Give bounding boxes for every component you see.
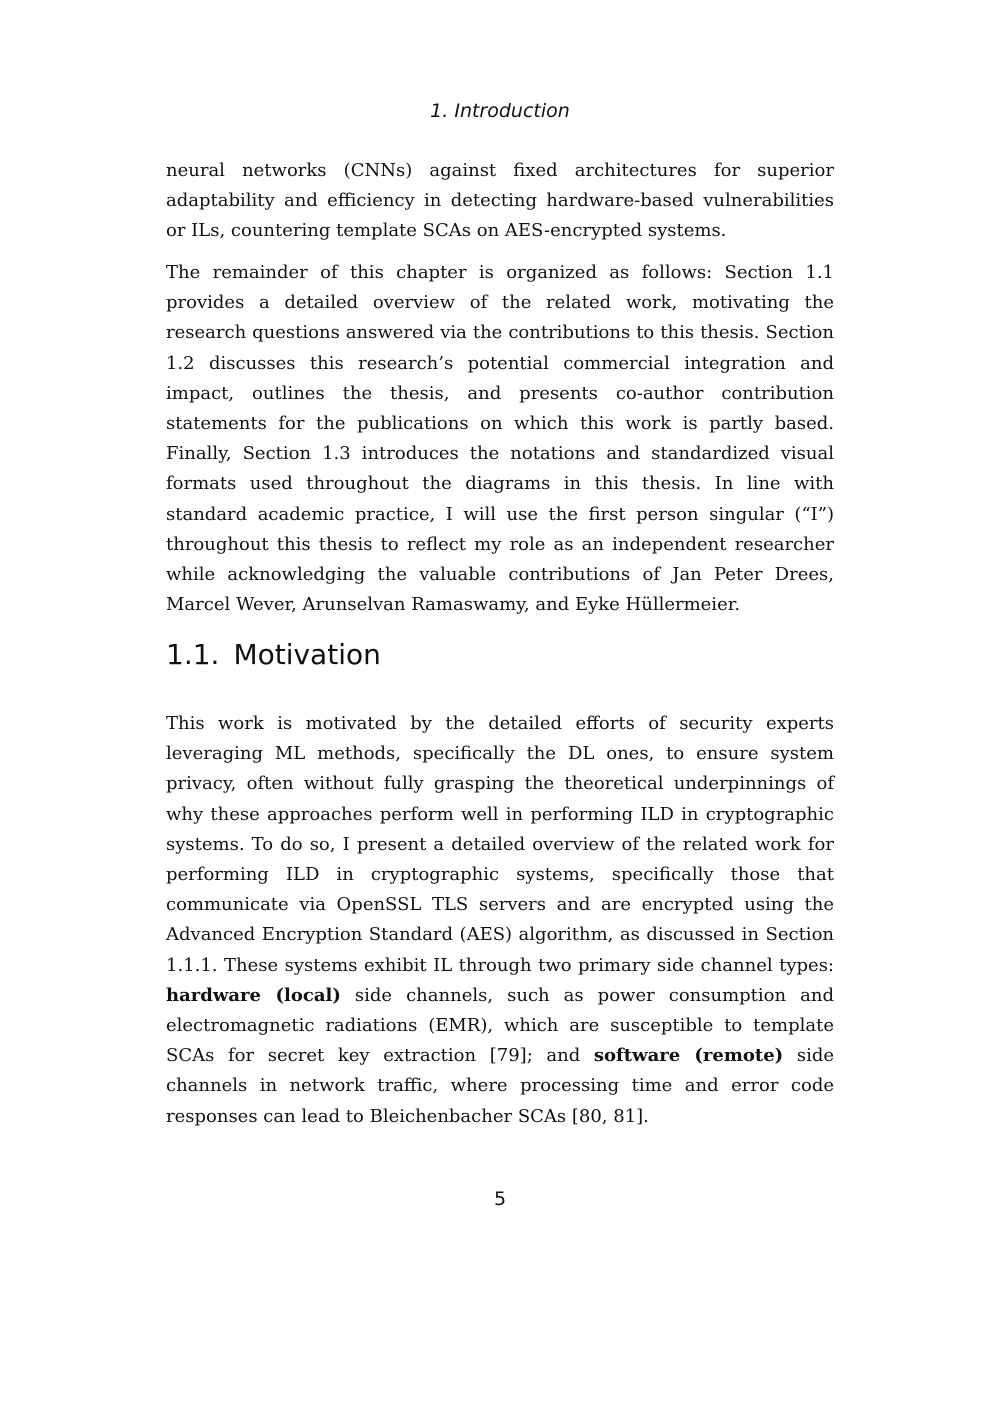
section-number: 1.1. (166, 638, 220, 671)
motivation-text-part2: side channels, such as power consumption and electromagnetic radiations (EMR), which are susceptible to template SCAs for secret key extraction [79]; and (166, 984, 834, 1067)
section-title: Motivation (233, 638, 381, 671)
continuation-paragraph-text: neural networks (CNNs) against fixed architectures for superior adaptability and efficiency in detecting hardware-based vulnerabilities or ILs, countering template SCAs on AES-encrypted systems. (166, 160, 834, 242)
running-header: 1. Introduction (430, 100, 570, 122)
software-remote-term: software (remote) (593, 1045, 784, 1067)
remainder-paragraph-text: The remainder of this chapter is organized as follows: Section 1.1 provides a detailed overview of the related work, motivating the research questions answered via the contributions to this thesis. Section 1.2 discusses this research’s potential commercial integration and impact, outlines the thesis, and presents co-author contribution statements for the publications on which this work is partly based. Finally, Section 1.3 introduces the notations and standardized visual formats used throughout the diagrams in this thesis. In line with standard academic practice, I will use the first person singular (“I”) throughout this thesis to reflect my role as an independent researcher while acknowledging the valuable contributions of Jan Peter Drees, Marcel Wever, Arunselvan Ramaswamy, and Eyke Hüllermeier. (166, 262, 834, 616)
continuation-paragraph (166, 156, 834, 247)
motivation-paragraph-text (166, 709, 834, 1132)
section-heading (166, 638, 381, 671)
motivation-text-part1: This work is motivated by the detailed efforts of security experts leveraging ML methods, specifically the DL ones, to ensure system privacy, often without fully grasping the theoretical underpinnings of why these approaches perform well in performing ILD in cryptographic systems. To do so, I present a detailed overview of the related work for performing ILD in cryptographic systems, specifically those that communicate via OpenSSL TLS servers and are encrypted using the Advanced Encryption Standard (AES) algorithm, as discussed in Section 1.1.1. These systems exhibit IL through two primary side channel types: (166, 713, 834, 976)
motivation-text-part3: side channels in network traffic, where processing time and error code responses can lead to Bleichenbacher SCAs [80, 81]. (166, 1045, 835, 1127)
hardware-local-term: hardware (local) (166, 984, 341, 1006)
page-number: 5 (493, 1188, 507, 1210)
remainder-paragraph (166, 258, 834, 620)
motivation-paragraph (166, 709, 834, 1132)
